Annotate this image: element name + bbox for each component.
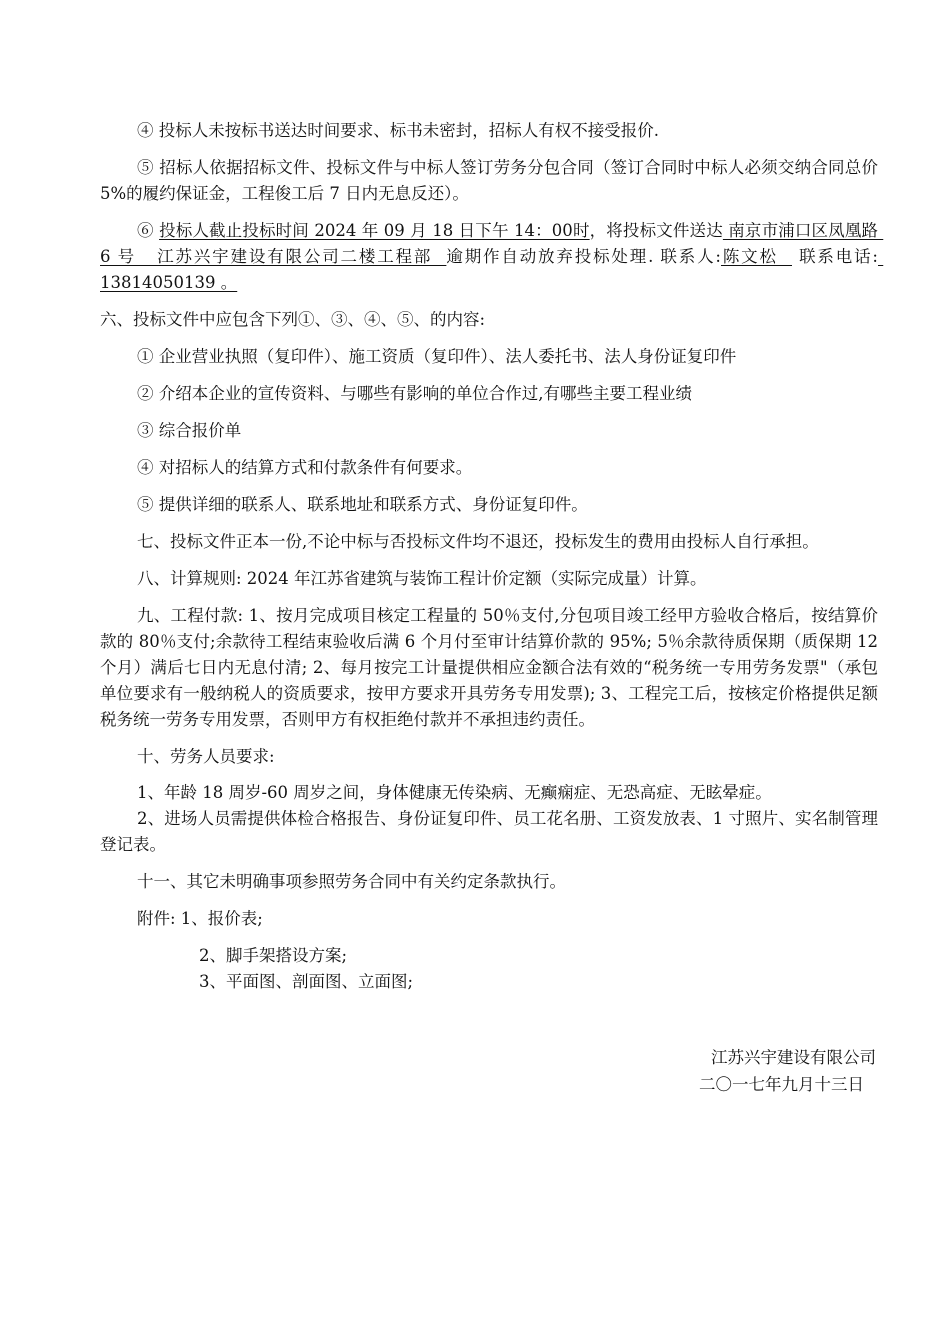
attachment-item: 3、平面图、剖面图、立面图;	[199, 972, 414, 991]
section-6-item: ⑤ 提供详细的联系人、联系地址和联系方式、身份证复印件。	[137, 495, 588, 514]
section-6-item: ② 介绍本企业的宣传资料、与哪些有影响的单位合作过,有哪些主要工程业绩	[137, 384, 692, 403]
document-body	[100, 118, 884, 995]
section-10-item: 1、年龄 18 周岁-60 周岁之间，身体健康无传染病、无癫痫症、无恐高症、无眩晕症。	[137, 783, 772, 802]
bid-deadline: 投标人截止投标时间 2024 年 09 月 18 日下午 14：00时	[159, 221, 590, 240]
submission-address: 南京市浦口区凤凰路 6 号 江苏兴宇建设有限公司二楼工程部	[100, 221, 884, 266]
clause-5: ⑤ 招标人依据招标文件、投标文件与中标人签订劳务分包合同（签订合同时中标人必须交纳合同总价 5%的履约保证金，工程俊工后 7 日内无息反还）。	[100, 158, 878, 203]
attachments-label: 附件: 1、报价表;	[137, 909, 263, 928]
contact-phone: 13814050139 。	[100, 247, 884, 292]
section-10-item: 2、进场人员需提供体检合格报告、身份证复印件、员工花名册、工资发放表、1 寸照片、实名制管理登记表。	[100, 809, 878, 854]
phone-label: 联系电话:	[792, 247, 878, 266]
section-6-heading: 六、投标文件中应包含下列①、③、④、⑤、的内容:	[100, 310, 486, 329]
clause-6-text-2: 逾期作自动放弃投标处理. 联系人:	[446, 247, 721, 266]
section-9: 九、工程付款: 1、按月完成项目核定工程量的 50％支付,分包项目竣工经甲方验收合格后，按结算价款的 80％支付;余款待工程结束验收后满 6 个月付至审计结算价款的 95%; 5％余款待质保期（质保期 12 个月）满后七日内无息付清; 2、每月按完工计量提供相应金额合法有效的“税务统一专用劳务发票"（承包单位要求有一般纳税人的资质要求，按甲方要求开具劳务专用发票); 3、工程完工后，按核定价格提供足额税务统一劳务专用发票，否则甲方有权拒绝付款并不承担违约责任。	[100, 606, 878, 729]
clause-6	[100, 218, 884, 296]
section-6-item: ④ 对招标人的结算方式和付款条件有何要求。	[137, 458, 473, 477]
clause-6-number: ⑥	[137, 221, 160, 240]
attachment-item: 2、脚手架搭设方案;	[199, 946, 348, 965]
section-8: 八、计算规则: 2024 年江苏省建筑与装饰工程计价定额（实际完成量）计算。	[137, 569, 707, 588]
clause-4: ④ 投标人未按标书送达时间要求、标书未密封，招标人有权不接受报价.	[137, 121, 659, 140]
contact-name: 陈文松	[720, 247, 792, 266]
signature-date: 二〇一七年九月十三日	[699, 1075, 864, 1094]
signature-block	[699, 1044, 876, 1098]
section-6-item: ① 企业营业执照（复印件）、施工资质（复印件）、法人委托书、法人身份证复印件	[137, 347, 737, 366]
section-11: 十一、其它未明确事项参照劳务合同中有关约定条款执行。	[137, 872, 566, 891]
section-7: 七、投标文件正本一份,不论中标与否投标文件均不退还，投标发生的费用由投标人自行承担。	[137, 532, 819, 551]
section-6-item: ③ 综合报价单	[137, 421, 242, 440]
clause-6-text: ，将投标文件送达	[589, 221, 723, 240]
section-10-heading: 十、劳务人员要求:	[137, 747, 275, 766]
signature-company: 江苏兴宇建设有限公司	[711, 1048, 876, 1067]
